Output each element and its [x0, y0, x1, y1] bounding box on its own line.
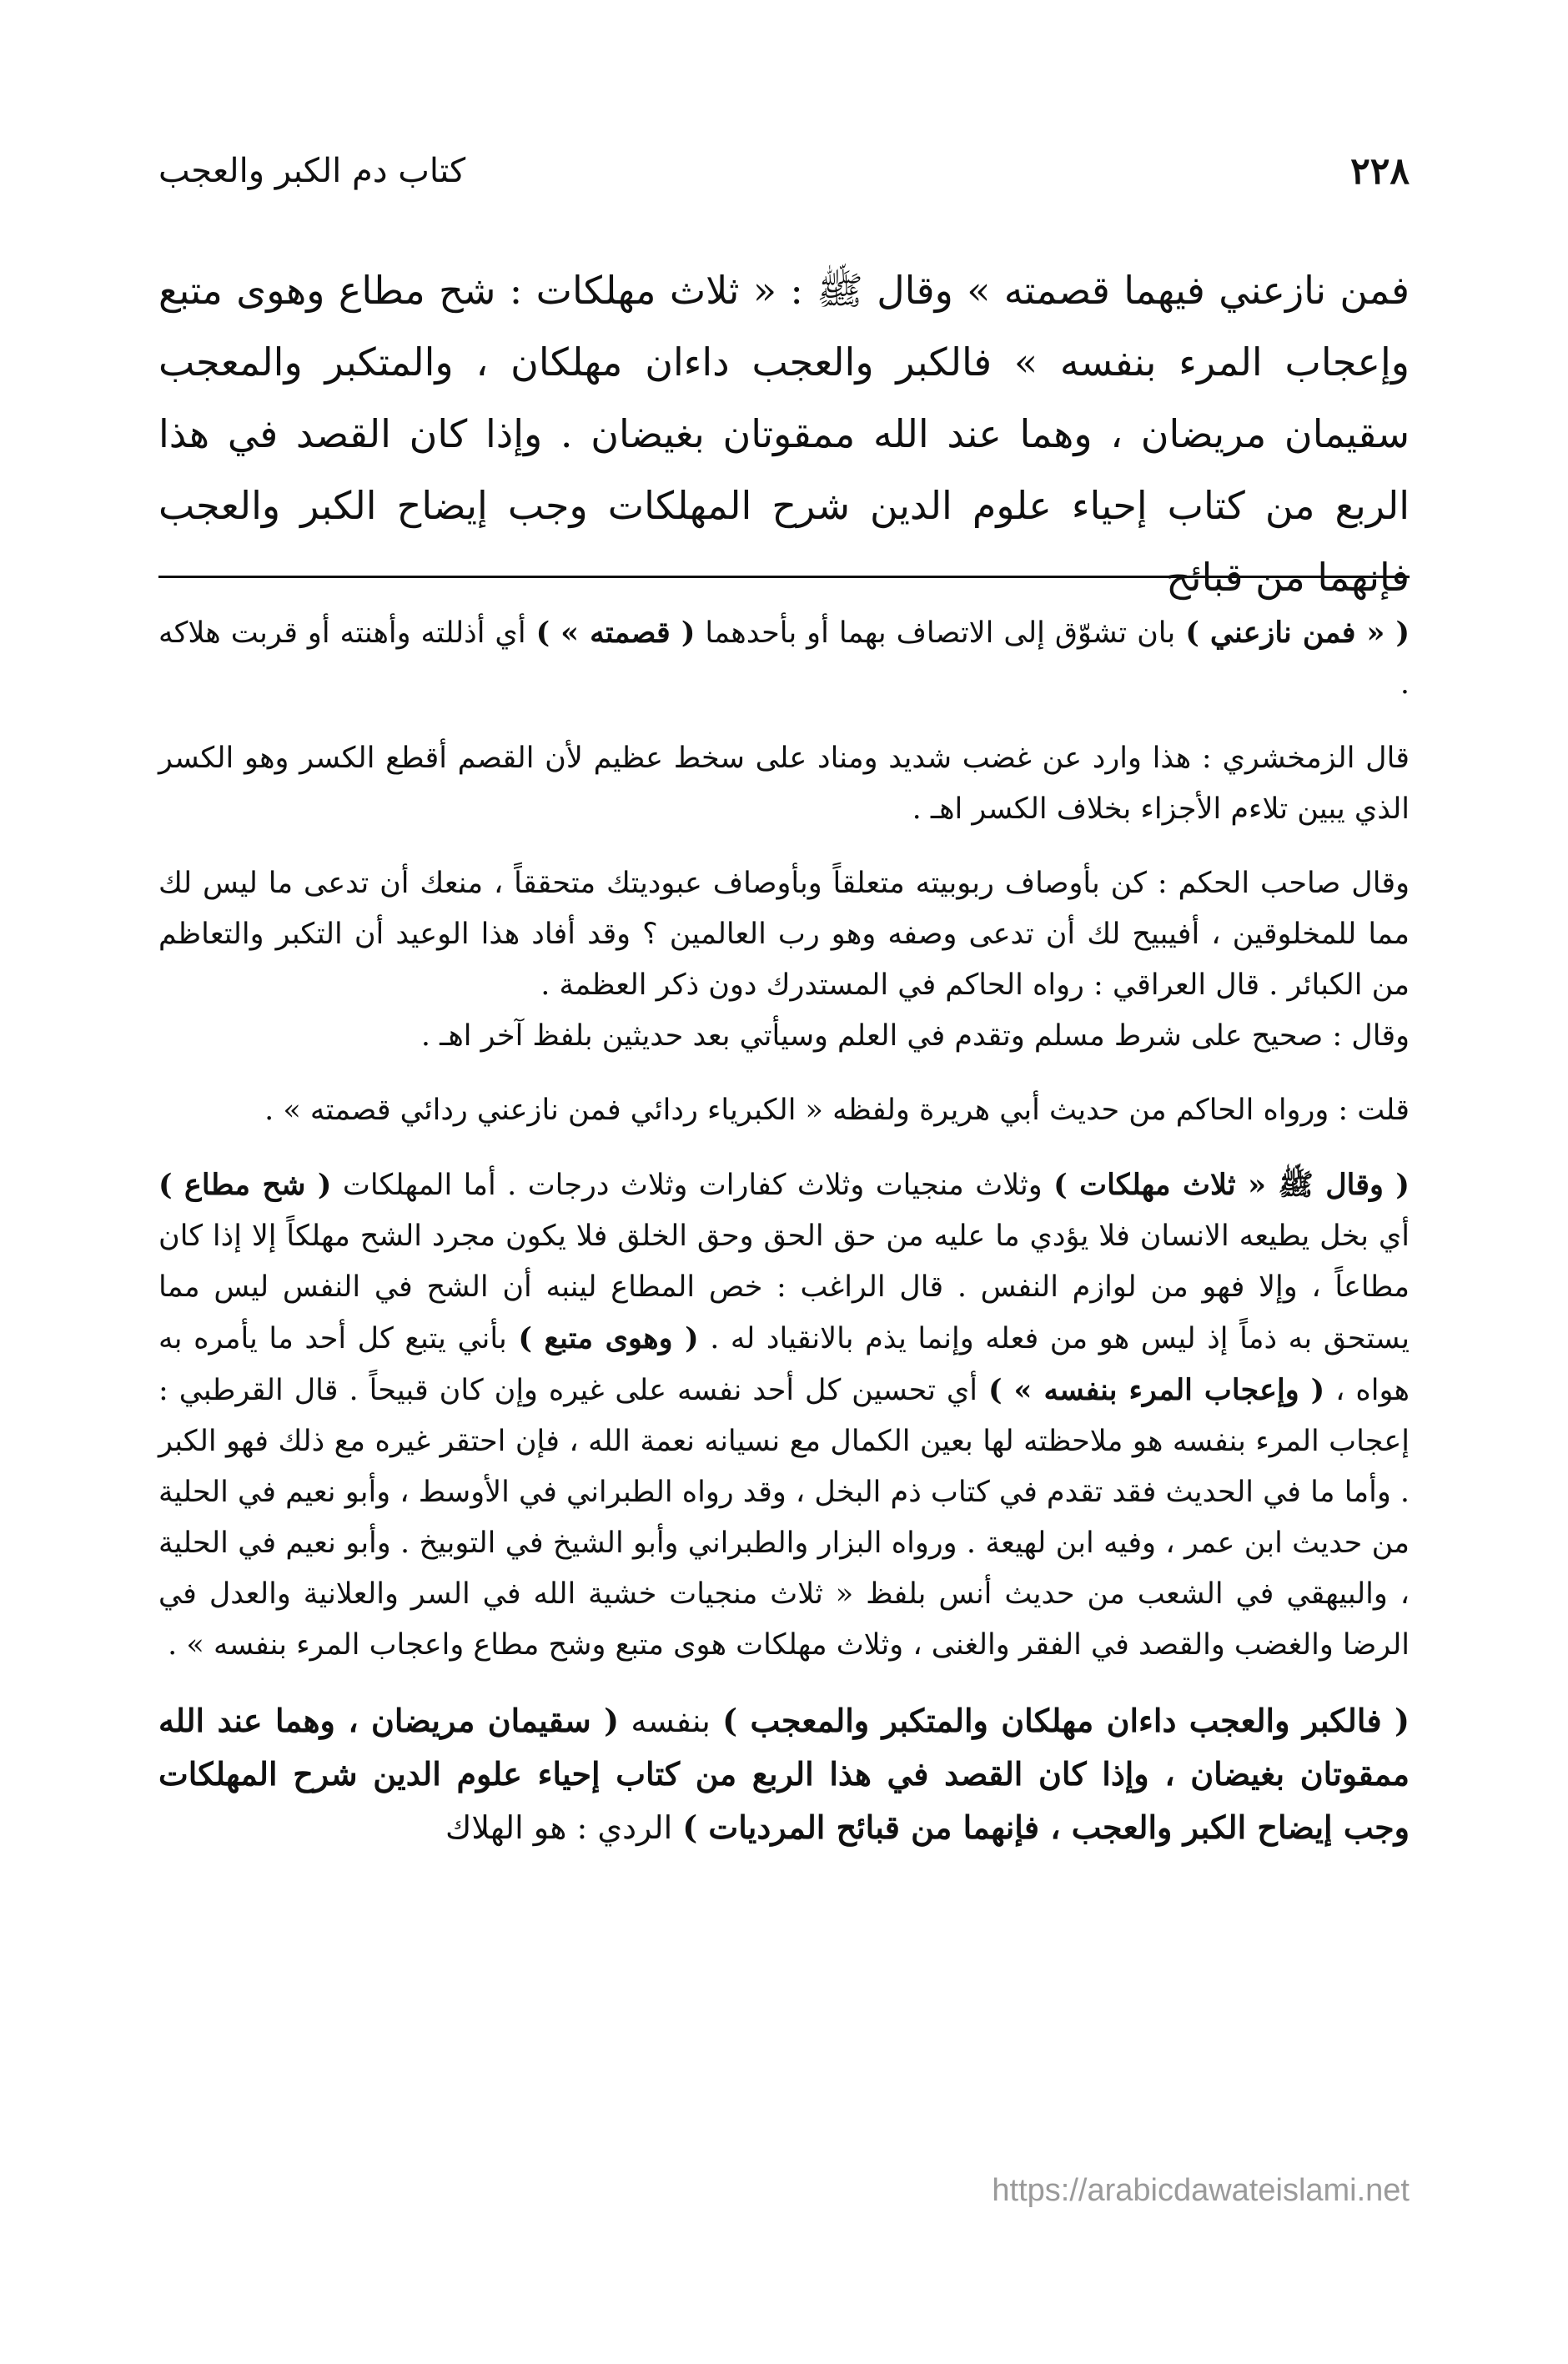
commentary-paragraph-4: وقال : صحيح على شرط مسلم وتقدم في العلم وسيأتي بعد حديثين بلفظ آخر اهـ . — [420, 1019, 1410, 1053]
quoted-phrase: ( وقال ﷺ « ثلاث مهلكات ) — [1053, 1168, 1410, 1202]
quoted-phrase: ( وهوى متبع ) — [518, 1321, 699, 1356]
commentary-text: أي أذللته وأهنته أو قربت هلاكه . — [158, 616, 1410, 701]
main-text-paragraph: فمن نازعني فيهما قصمته » وقال ﷺ : « ثلاث مهلكات : شح مطاع وهوى متبع وإعجاب المرء بنفسه » فالكبر والعجب داءان مهلكان ، والمتكبر والمعجب سقيمان مريضان ، وهما عند الله ممقوتان بغيضان . وإذا كان القصد في هذا الربع من كتاب إحياء علوم الدين شرح المهلكات وجب إيضاح الكبر والعجب فإنهما من قبائح — [158, 268, 1410, 600]
commentary-text: أي تحسين كل أحد نفسه على غيره وإن كان قبيحاً . قال القرطبي : إعجاب المرء بنفسه هو ملاحظته لها بعين الكمال مع نسيانه نعمة الله ، فإن احتقر غيره مع ذلك فهو الكبر . وأما ما في الحديث فقد تقدم في كتاب ذم البخل ، وقد رواه الطبراني في الأوسط ، وأبو نعيم في الحلية من حديث ابن عمر ، وفيه ابن لهيعة . ورواه البزار والطبراني وأبو الشيخ في التوبيخ . وأبو نعيم في الحلية ، والبيهقي في الشعب من حديث أنس بلفظ « ثلاث منجيات خشية الله في السر والعلانية والعدل في الرضا والغضب والقصد في الفقر والغنى ، وثلاث مهلكات هوى متبع وشح مطاع واعجاب المرء بنفسه » . — [158, 1374, 1410, 1662]
commentary-paragraph-7 — [158, 1694, 1410, 1854]
separator-rule — [158, 576, 1410, 578]
quoted-phrase: ( وإعجاب المرء بنفسه » ) — [988, 1373, 1325, 1407]
quoted-phrase: ( شح مطاع ) — [158, 1168, 332, 1202]
quoted-phrase: ( فالكبر والعجب داءان مهلكان والمتكبر والمعجب ) — [722, 1702, 1410, 1739]
main-text-block — [158, 254, 1410, 613]
quoted-phrase: ( « فمن نازعني ) — [1185, 616, 1410, 650]
quoted-phrase: ( سقيمان مريضان ، وهما عند الله ممقوتان بغيضان ، وإذا كان القصد في هذا الربع من كتاب إحياء علوم الدين شرح المهلكات وجب إيضاح الكبر والعجب ، فإنهما من قبائح المرديات ) — [158, 1702, 1410, 1846]
commentary-paragraph-6 — [158, 1159, 1410, 1671]
commentary-block — [158, 607, 1410, 1878]
commentary-text: الردي : هو الهلاك — [445, 1809, 683, 1846]
commentary-paragraph-5: قلت : ورواه الحاكم من حديث أبي هريرة ولفظه « الكبرياء ردائي فمن نازعني ردائي قصمته » . — [264, 1094, 1410, 1127]
page-number: ٢٢٨ — [1350, 149, 1410, 193]
commentary-text: بأني يتبع كل أحد ما يأمره به هواه ، — [158, 1322, 1410, 1407]
commentary-paragraph-1 — [158, 607, 1410, 710]
quoted-phrase: ( قصمته » ) — [535, 616, 696, 650]
commentary-text: بان تشوّق إلى الاتصاف بهما أو بأحدهما — [695, 616, 1186, 650]
page-header — [158, 142, 1410, 200]
commentary-text: أي بخل يطيعه الانسان فلا يؤدي ما عليه من حق الحق وحق الخلق فلا يكون مجرد الشح مهلكاً إلا إذا كان مطاعاً ، وإلا فهو من لوازم النفس . قال الراغب : خص المطاع لينبه أن الشح في النفس ليس مما يستحق به ذماً إذ ليس هو من فعله وإنما يذم بالانقياد له . — [158, 1220, 1410, 1356]
watermark-url: https://arabicdawateislami.net — [992, 2173, 1410, 2208]
book-title: كتاب دم الكبر والعجب — [158, 152, 466, 190]
commentary-text: وثلاث منجيات وثلاث كفارات وثلاث درجات . أما المهلكات — [331, 1169, 1054, 1202]
commentary-text: بنفسه — [619, 1703, 723, 1739]
commentary-paragraph-3: وقال صاحب الحكم : كن بأوصاف ربوبيته متعلقاً وبأوصاف عبوديتك متحققاً ، منعك أن تدعى ما ليس لك مما للمخلوقين ، أفيبيح لك أن تدعى وصفه وهو رب العالمين ؟ وقد أفاد هذا الوعيد أن التكبر والتعاظم من الكبائر . قال العراقي : رواه الحاكم في المستدرك دون ذكر العظمة . — [158, 867, 1410, 1002]
commentary-paragraph-2: قال الزمخشري : هذا وارد عن غضب شديد ومناد على سخط عظيم لأن القصم أقطع الكسر وهو الكسر الذي يبين تلاءم الأجزاء بخلاف الكسر اهـ . — [158, 742, 1410, 826]
